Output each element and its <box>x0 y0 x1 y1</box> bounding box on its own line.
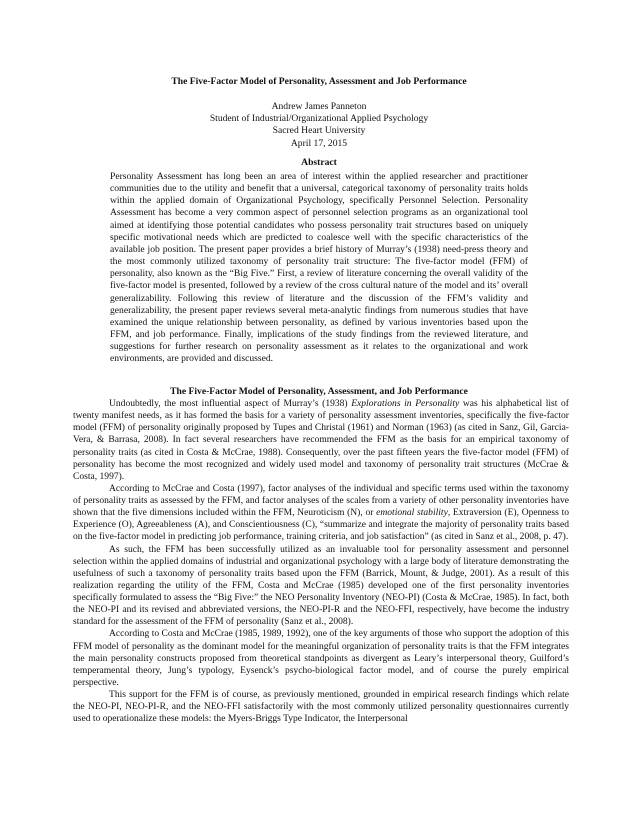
author-block <box>0 101 638 150</box>
author-name: Andrew James Panneton <box>271 101 367 112</box>
author-institution: Sacred Heart University <box>272 125 366 137</box>
body-text <box>73 398 569 725</box>
body-paragraph-1-start: Undoubtedly, the most influential aspect of Murray’s (1938) <box>109 398 352 409</box>
body-paragraph-3: As such, the FFM has been successfully utilized as an invaluable tool for personality assessment and personnel selection within the applied domains of industrial and organizational psychology with a large body of literature demonstrating the usefulness of such a taxonomy of personality traits based upon the FFM (Barrick, Mount, & Judge, 2001). As a result of this realization regarding the utility of the FFM, Costa and McCrae (1985) developed one of the first personality inventories specifically formulated to assess the “Big Five:” the NEO Personality Inventory (NEO-PI) (Costa & McCrae, 1985). In fact, both the NEO-PI and its revised and abbreviated versions, the NEO-PI-R and the NEO-FFI, respectively, have become the industry standard for the assessment of the FFM of personality (Sanz et al., 2008). <box>73 543 569 628</box>
emotional-stability-italic: emotional stability <box>376 507 448 519</box>
author-department: Student of Industrial/Organizational Applied Psychology <box>209 113 429 125</box>
abstract-text: Personality Assessment has long been an area of interest within the applied researcher and practitioner communities due to the utility and benefit that a universal, categorical taxonomy of personality traits holds within the applied domain of Organizational Psychology, specifically Personnel Selection. Personality Assessment has become a very common aspect of personnel selection programs as an organizational tool aimed at identifying those potential candidates who possess personality trait structures based on uniquely specific motivational needs which are predicted to coalesce well with the specific characteristics of the available job position. The present paper provides a brief history of Murray’s (1938) need-press theory and the most commonly utilized taxonomy of personality trait structure: The five-factor model (FFM) of personality, also known as the “Big Five.” First, a review of literature concerning the overall validity of the five-factor model is presented, followed by a review of the cross cultural nature of the model and its’ overall generalizability. Following this review of literature and the discussion of the FFM’s validity and generalizability, the present paper reviews several meta-analytic findings from numerous studies that have examined the unique relationship between personality, as defined by various inventories based upon the FFM, and job performance. Finally, implications of the study findings from the reviewed literature, and suggestions for further research on personality assessment as it relates to the organizational and work environments, are provided and discussed. <box>110 171 528 365</box>
body-paragraph-2-start: According to McCrae and Costa (1997), factor analyses of the individual and specific terms used within the taxonomy of personality traits as assessed by the FFM, and factor analyses of the scales from a variety of other personality inventories have shown that the five dimensions included within the FFM, Neuroticism (N), or <box>73 482 569 519</box>
abstract-heading: Abstract <box>301 157 337 168</box>
body-paragraph-2 <box>73 483 569 544</box>
book-title-italic: Explorations in Personality <box>351 398 460 409</box>
body-paragraph-2-end: , Extraversion (E), Openness to Experience (O), Agreeableness (A), and Conscientiousness (C), “summarize and integrate the majority of personality traits based on the five-factor model in predicting job performance, training criteria, and job satisfaction” (as cited in Sanz et al., 2008, p. 47). <box>73 507 569 543</box>
paper-title: The Five-Factor Model of Personality, Assessment and Job Performance <box>171 76 467 87</box>
body-paragraph-5: This support for the FFM is of course, as previously mentioned, grounded in empirical research findings which relate the NEO-PI, NEO-PI-R, and the NEO-FFI satisfactorily with the most commonly utilized personality questionnaires currently used to operationalize these models: the Myers-Briggs Type Indicator, the Interpersonal <box>73 689 569 725</box>
body-heading: The Five-Factor Model of Personality, Assessment, and Job Performance <box>170 386 468 397</box>
body-paragraph-4: According to Costa and McCrae (1985, 1989, 1992), one of the key arguments of those who support the adoption of this FFM model of personality as the dominant model for the meaningful organization of personality traits is that the FFM integrates the main personality constructs proposed from theoretical standpoints as divergent as Leary’s interpersonal theory, Guilford’s temperamental theory, Jung’s typology, Eysenck’s psycho-biological factor model, and of course the purely empirical perspective. <box>73 628 569 688</box>
body-paragraph-1 <box>73 398 569 483</box>
body-paragraph-1-end: was his alphabetical list of twenty manifest needs, as it has formed the basis for a variety of personality assessment inventories, specifically the five-factor model (FFM) of personality originally proposed by Tupes and Christal (1961) and Norman (1963) (as cited in Sanz, Gil, Garcia-Vera, & Barrasa, 2008). In fact several researchers have recommended the FFM as the basis for an empirical taxonomy of personality traits (as cited in Costa & McCrae, 1988). Consequently, over the past fifteen years the five-factor model (FFM) of personality has become the most recognized and widely used model and taxonomy of personality trait structures (McCrae & Costa, 1997). <box>73 398 569 482</box>
paper-date: April 17, 2015 <box>290 137 348 149</box>
